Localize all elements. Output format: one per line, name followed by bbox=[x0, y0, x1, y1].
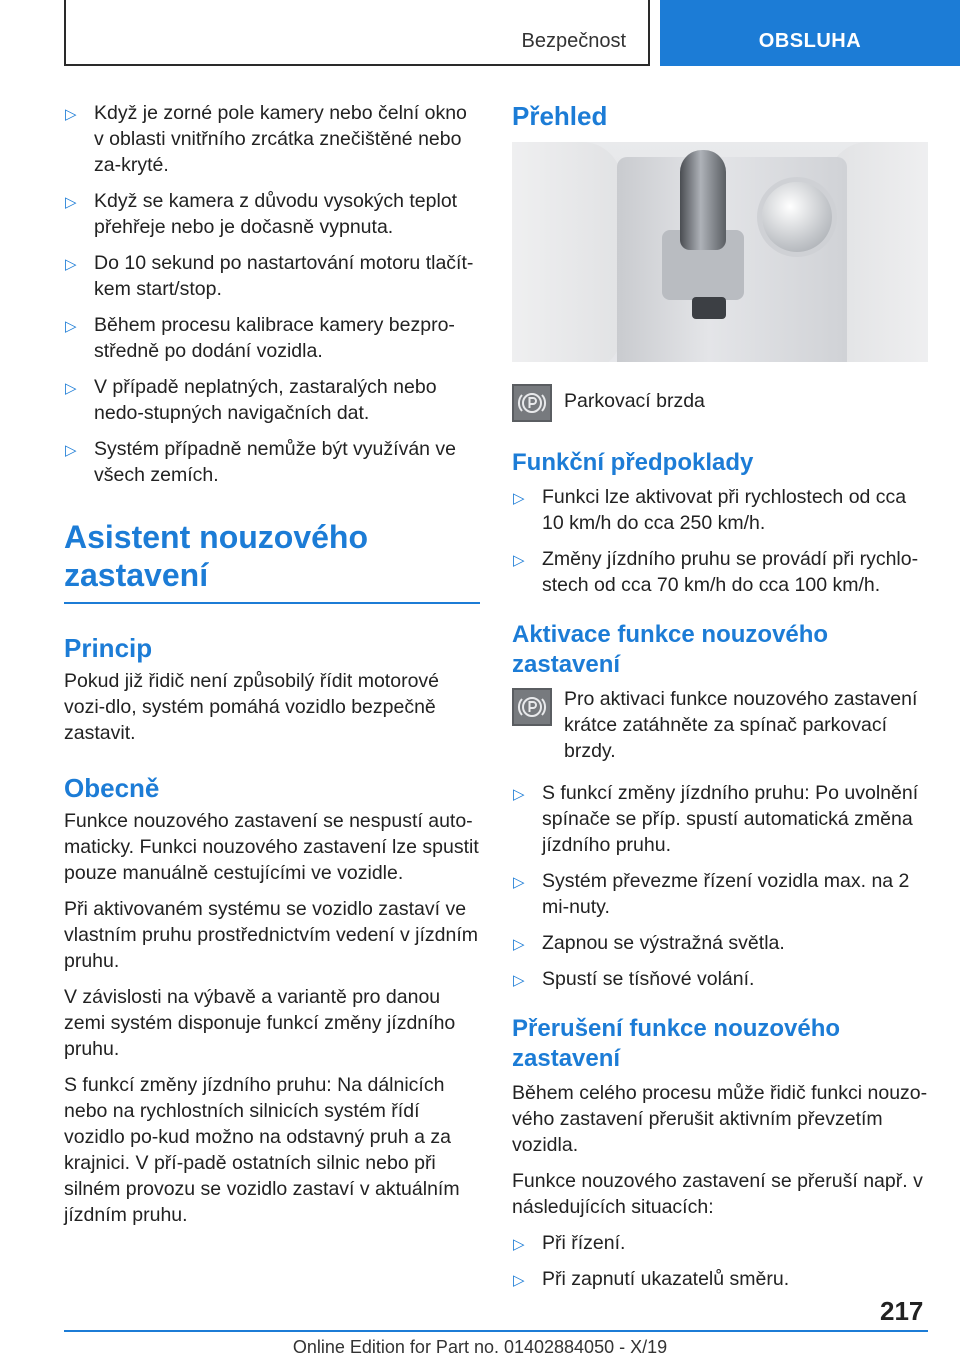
princip-text: Pokud již řidič není způsobilý řídit motorové vozi‐dlo, systém pomáhá vozidlo bezpečně zastavit. bbox=[64, 670, 440, 744]
chapter-heading: Asistent nouzového zastavení bbox=[64, 518, 480, 604]
triangle-right-icon: ▷ bbox=[513, 936, 525, 953]
aktivace-heading: Aktivace funkce nouzového zastavení bbox=[512, 621, 829, 678]
prehled-heading: Přehled bbox=[512, 101, 608, 131]
left-column bbox=[64, 100, 480, 1238]
list-item: ▷ Změny jízdního pruhu se provádí při rychlo‐stech od cca 70 km/h do cca 100 km/h. bbox=[513, 548, 919, 596]
list-item: ▷ V případě neplatných, zastaralých nebo nedo‐stupných navigačních dat. bbox=[65, 376, 437, 424]
icon-instruction-row bbox=[512, 686, 928, 764]
triangle-right-icon: ▷ bbox=[65, 106, 77, 123]
icon-legend-row bbox=[512, 382, 928, 422]
triangle-right-icon: ▷ bbox=[65, 256, 77, 273]
parking-brake-switch bbox=[692, 297, 726, 319]
list-item: ▷ Při zapnutí ukazatelů směru. bbox=[512, 1266, 928, 1292]
footer-divider bbox=[64, 1330, 928, 1332]
paragraph: Funkce nouzového zastavení se nespustí auto‐maticky. Funkci nouzového zastavení lze spustit pouze manuálně cestujícími ve vozidle. bbox=[64, 810, 479, 884]
list-item: ▷ Zapnou se výstražná světla. bbox=[512, 930, 928, 956]
controller-knob bbox=[762, 182, 832, 252]
parking-brake-icon bbox=[512, 688, 552, 726]
header-chapter-box bbox=[660, 0, 960, 66]
list-item: ▷ Do 10 sekund po nastartování motoru tlačít‐kem start/stop. bbox=[65, 252, 474, 300]
activation-list bbox=[512, 780, 928, 992]
paragraph: Během celého procesu může řidič funkci nouzo‐vého zastavení přerušit aktivním převzetím vozidla. bbox=[512, 1082, 928, 1156]
triangle-right-icon: ▷ bbox=[513, 552, 525, 569]
condition-list bbox=[64, 100, 480, 488]
page-number: 217 bbox=[880, 1296, 924, 1326]
right-column bbox=[512, 100, 928, 1302]
list-item: ▷ Systém případně nemůže být využíván ve všech zemích. bbox=[65, 438, 457, 486]
interruption-list bbox=[512, 1230, 928, 1292]
list-item: ▷ Spustí se tísňové volání. bbox=[512, 966, 928, 992]
triangle-right-icon: ▷ bbox=[513, 1236, 525, 1253]
triangle-right-icon: ▷ bbox=[513, 490, 525, 507]
triangle-right-icon: ▷ bbox=[65, 442, 77, 459]
predpoklady-heading: Funkční předpoklady bbox=[512, 449, 754, 476]
list-item: ▷ Systém převezme řízení vozidla max. na 2 mi‐nuty. bbox=[513, 870, 910, 918]
list-item: ▷ Funkci lze aktivovat při rychlostech od cca 10 km/h do cca 250 km/h. bbox=[513, 486, 907, 534]
paragraph: V závislosti na výbavě a variantě pro danou zemi systém disponuje funkcí změny jízdního pruhu. bbox=[64, 986, 456, 1060]
obecne-heading: Obecně bbox=[64, 773, 160, 803]
triangle-right-icon: ▷ bbox=[65, 318, 77, 335]
triangle-right-icon: ▷ bbox=[513, 1272, 525, 1289]
paragraph: S funkcí změny jízdního pruhu: Na dálnicích nebo na rychlostních silnicích systém řídí vozidlo po‐kud možno na odstavný pruh a za krajnici. V pří‐padě ostatních silnic nebo při silném provozu se vozidlo zastaví v aktuálním jízdním pruhu. bbox=[64, 1074, 460, 1226]
princip-heading: Princip bbox=[64, 633, 153, 663]
icon-label: Parkovací brzda bbox=[564, 390, 705, 412]
paragraph: Při aktivovaném systému se vozidlo zastaví ve vlastním pruhu prostřednictvím vedení v jízdním pruhu. bbox=[64, 898, 479, 972]
list-item: ▷ Když je zorné pole kamery nebo čelní okno v oblasti vnitřního zrcátka znečištěné nebo za‐kryté. bbox=[65, 102, 467, 176]
list-item: ▷ S funkcí změny jízdního pruhu: Po uvolnění spínače se příp. spustí automatická změna jízdního pruhu. bbox=[513, 782, 919, 856]
parking-brake-icon bbox=[512, 384, 552, 422]
footer-edition: Online Edition for Part no. 01402884050 - X/19 bbox=[292, 1337, 668, 1357]
preruseni-heading: Přerušení funkce nouzového zastavení bbox=[512, 1015, 841, 1072]
list-item: ▷ Když se kamera z důvodu vysokých teplot přehřeje nebo je dočasně vypnuta. bbox=[65, 190, 458, 238]
triangle-right-icon: ▷ bbox=[513, 972, 525, 989]
instruction-text: Pro aktivaci funkce nouzového zastavení krátce zatáhněte za spínač parkovací brzdy. bbox=[564, 688, 918, 762]
prerequisite-list bbox=[512, 484, 928, 598]
header-chapter-title: OBSLUHA bbox=[758, 30, 862, 52]
center-console-photo bbox=[512, 142, 928, 362]
triangle-right-icon: ▷ bbox=[65, 380, 77, 397]
triangle-right-icon: ▷ bbox=[65, 194, 77, 211]
paragraph: Funkce nouzového zastavení se přeruší např. v následujících situacích: bbox=[512, 1170, 923, 1218]
header-section-title: Bezpečnost bbox=[521, 30, 626, 52]
triangle-right-icon: ▷ bbox=[513, 874, 525, 891]
header-section-box bbox=[64, 0, 650, 66]
triangle-right-icon: ▷ bbox=[513, 786, 525, 803]
list-item: ▷ Během procesu kalibrace kamery bezpro‐středně po dodání vozidla. bbox=[65, 314, 455, 362]
list-item: ▷ Při řízení. bbox=[512, 1230, 928, 1256]
gear-selector bbox=[680, 150, 726, 250]
